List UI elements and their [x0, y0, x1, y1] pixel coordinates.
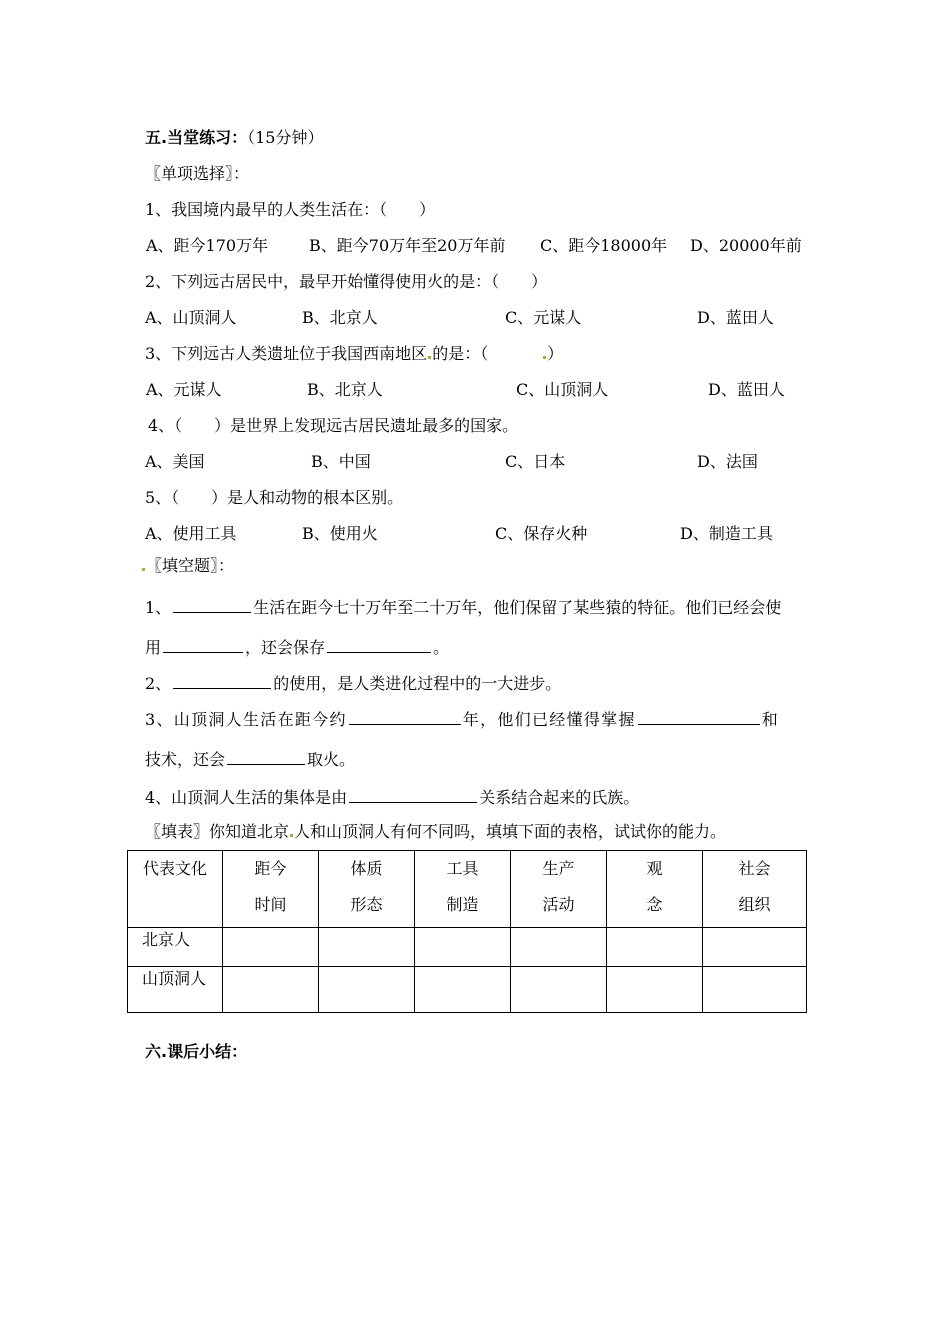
fill-q3-text-a: 3、山顶洞人生活在距今约	[145, 710, 347, 729]
fill-question-3-line-1	[145, 708, 779, 730]
header-cell-society	[703, 851, 807, 928]
table-intro-text-b: 人和山顶洞人有何不同吗，填填下面的表格，试试你的能力。	[294, 822, 727, 841]
q2-option-b: B、北京人	[302, 308, 378, 327]
fill-blank-header	[141, 556, 234, 576]
question-4: 4、（ ）是世界上发现远古居民遗址最多的国家。	[148, 416, 519, 435]
section-5-heading	[145, 128, 323, 148]
fill-q3-blank-3[interactable]	[227, 748, 305, 765]
decorative-dot	[142, 568, 145, 571]
q1-option-b: B、距今70万年至20万年前	[309, 236, 506, 255]
comparison-table	[127, 850, 807, 1013]
fill-q1-text-d: ，还会保存	[245, 638, 326, 657]
fill-question-3-line-2	[145, 748, 355, 770]
fill-question-1-line-1	[145, 596, 781, 618]
q4-option-d: D、法国	[697, 452, 758, 471]
fill-q3-text-c: 和	[761, 710, 780, 729]
table-cell[interactable]	[415, 928, 511, 967]
q3-option-a: A、元谋人	[146, 380, 222, 399]
row-label-beijing: 北京人	[128, 928, 223, 967]
fill-q1-text: 生活在距今七十万年至二十万年，他们保留了某些猿的特征。他们已经会使	[253, 598, 782, 617]
fill-q4-text-b: 关系结合起来的氏族。	[479, 788, 640, 807]
question-5: 5、（ ）是人和动物的根本区别。	[145, 488, 404, 507]
table-cell[interactable]	[415, 967, 511, 1013]
header-cell-time	[223, 851, 319, 928]
table-cell[interactable]	[607, 928, 703, 967]
q5-option-d: D、制造工具	[680, 524, 773, 543]
fill-question-1-line-2	[145, 636, 449, 658]
fill-q3-blank-1[interactable]	[349, 708, 461, 725]
table-row	[128, 928, 807, 967]
question-3	[145, 344, 563, 364]
section-5-time: （15分钟）	[247, 128, 324, 147]
header-culture-label: 代表文化	[142, 859, 207, 878]
header-tools-line-1: 工具	[446, 859, 479, 878]
fill-q2-blank[interactable]	[173, 672, 271, 689]
question-1: 1、我国境内最早的人类生活在：（ ）	[145, 200, 436, 219]
fill-q3-text-b: 年，他们已经懂得掌握	[462, 710, 636, 729]
q4-option-b: B、中国	[311, 452, 371, 471]
q2-option-d: D、蓝田人	[697, 308, 774, 327]
header-time-line-2: 时间	[254, 895, 287, 914]
header-tools-line-2: 制造	[446, 895, 479, 914]
header-production-line-1: 生产	[542, 859, 575, 878]
header-concept-line-1: 观	[646, 859, 663, 878]
header-cell-concept	[607, 851, 703, 928]
header-society-line-2: 组织	[738, 895, 771, 914]
q4-option-a: A、美国	[145, 452, 205, 471]
header-time-line-1: 距今	[254, 859, 287, 878]
table-cell[interactable]	[223, 928, 319, 967]
fill-q2-text: 的使用，是人类进化过程中的一大进步。	[273, 674, 562, 693]
header-cell-tools	[415, 851, 511, 928]
fill-q1-text-c: 用	[145, 638, 162, 657]
fill-blank-header-text: 〖填空题〗：	[146, 556, 235, 575]
question-3-text-c: ）	[547, 344, 564, 363]
section-6-title: 六.课后小结：	[145, 1042, 248, 1061]
q3-option-b: B、北京人	[307, 380, 383, 399]
fill-q1-number: 1、	[145, 598, 172, 617]
fill-q3-blank-2[interactable]	[638, 708, 760, 725]
q3-option-d: D、蓝田人	[708, 380, 785, 399]
section-5-title: 五.当堂练习：	[145, 128, 248, 147]
table-intro-text-a: 〖填表〗你知道北京	[145, 822, 290, 841]
fill-q1-blank-1[interactable]	[173, 596, 251, 613]
q1-option-c: C、距今18000年	[540, 236, 668, 255]
q2-option-c: C、元谋人	[505, 308, 582, 327]
header-cell-production	[511, 851, 607, 928]
question-2: 2、下列远古居民中，最早开始懂得使用火的是：（ ）	[145, 272, 548, 291]
fill-q1-blank-2[interactable]	[163, 636, 243, 653]
row-label-shandingdong: 山顶洞人	[128, 967, 223, 1013]
table-cell[interactable]	[703, 967, 807, 1013]
table-cell[interactable]	[703, 928, 807, 967]
fill-q1-text-e: 。	[433, 638, 450, 657]
table-cell[interactable]	[607, 967, 703, 1013]
fill-question-2	[145, 672, 561, 694]
header-cell-physique	[319, 851, 415, 928]
question-3-text-a: 3、下列远古人类遗址位于我国西南地区	[145, 344, 428, 363]
table-row	[128, 967, 807, 1013]
table-cell[interactable]	[511, 928, 607, 967]
header-production-line-2: 活动	[542, 895, 575, 914]
q3-option-c: C、山顶洞人	[516, 380, 609, 399]
decorative-dot	[543, 356, 546, 359]
table-cell[interactable]	[319, 928, 415, 967]
q2-option-a: A、山顶洞人	[145, 308, 237, 327]
q5-option-c: C、保存火种	[495, 524, 588, 543]
header-cell-culture	[128, 851, 223, 928]
q1-option-d: D、20000年前	[690, 236, 802, 255]
fill-q4-text-a: 4、山顶洞人生活的集体是由	[145, 788, 348, 807]
table-header-row	[128, 851, 807, 928]
q4-option-c: C、日本	[505, 452, 566, 471]
table-intro	[145, 822, 726, 842]
fill-q1-blank-3[interactable]	[327, 636, 431, 653]
q5-option-a: A、使用工具	[145, 524, 237, 543]
header-society-line-1: 社会	[738, 859, 771, 878]
fill-q3-text-d: 技术，还会	[145, 750, 226, 769]
header-physique-line-2: 形态	[350, 895, 383, 914]
table-cell[interactable]	[223, 967, 319, 1013]
question-3-text-b: 的是：（	[432, 344, 489, 363]
header-physique-line-1: 体质	[350, 859, 383, 878]
fill-q3-text-e: 取火。	[307, 750, 356, 769]
q5-option-b: B、使用火	[302, 524, 378, 543]
decorative-dot	[428, 356, 431, 359]
q1-option-a: A、距今170万年	[146, 236, 269, 255]
table-cell[interactable]	[511, 967, 607, 1013]
decorative-dot	[290, 834, 293, 837]
fill-q2-number: 2、	[145, 674, 172, 693]
table-cell[interactable]	[319, 967, 415, 1013]
fill-q4-blank[interactable]	[349, 786, 477, 803]
header-concept-line-2: 念	[646, 895, 663, 914]
single-choice-header: 〖单项选择〗：	[145, 164, 250, 183]
fill-question-4	[145, 786, 639, 808]
